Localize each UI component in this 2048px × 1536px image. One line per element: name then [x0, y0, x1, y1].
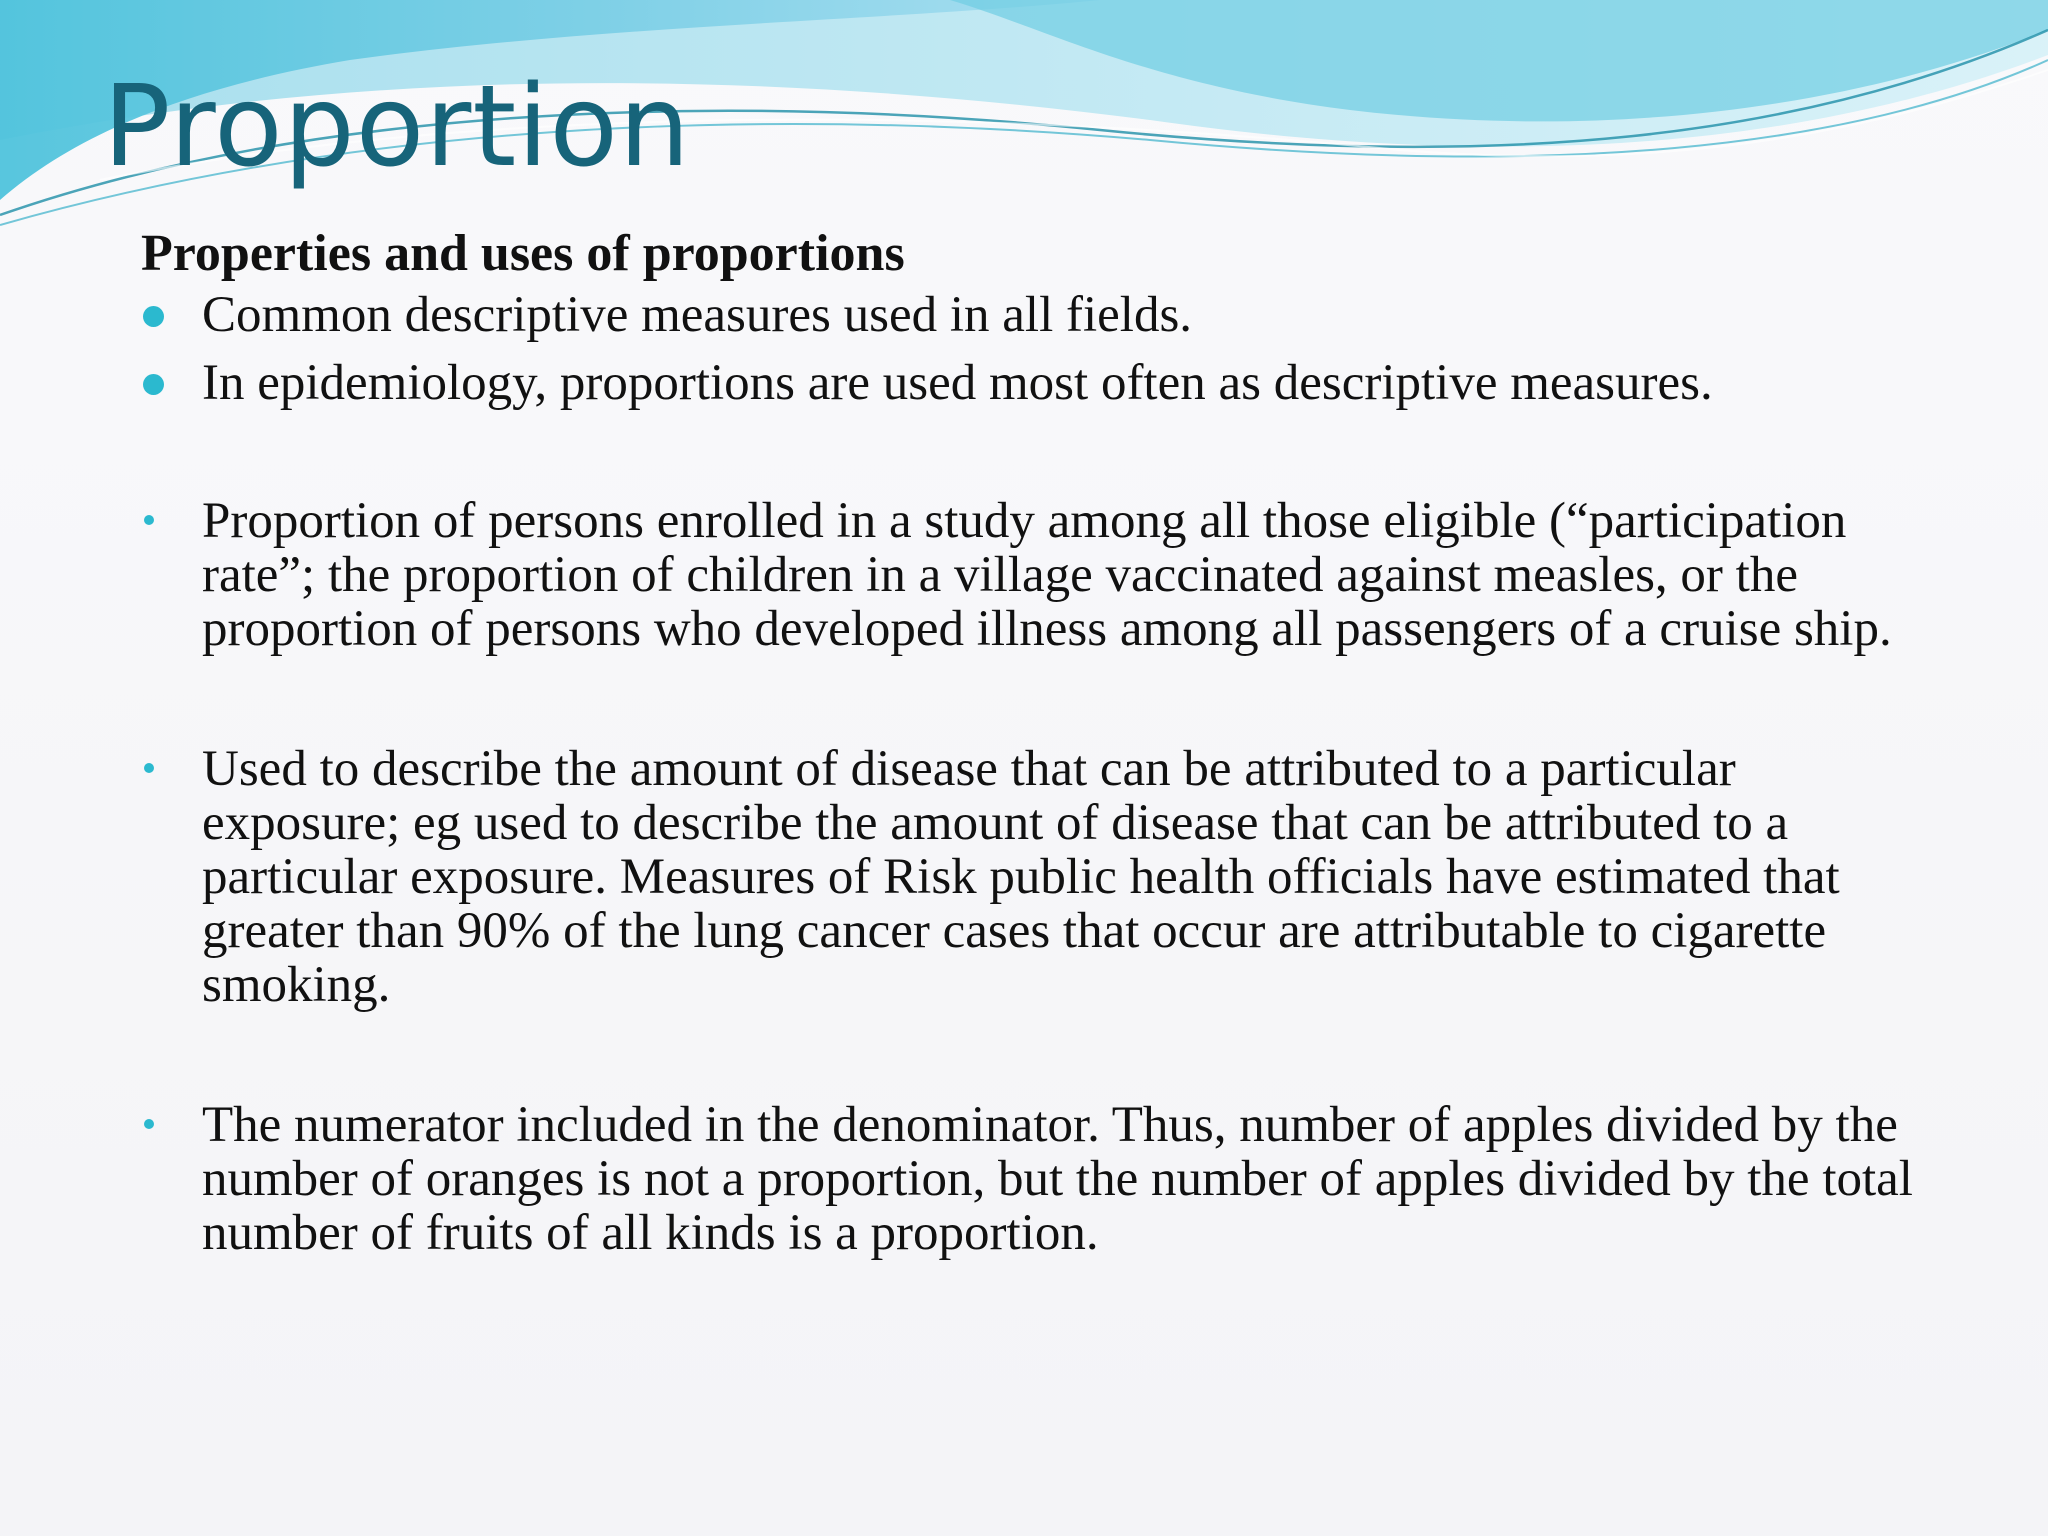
bullet-text: Common descriptive measures used in all fields. — [202, 287, 1193, 343]
bullet-text: Used to describe the amount of disease that can be attributed to a particular exposure; eg used to describe the amount of disease that can be attributed to a particular exposure. Measures of Risk public health officials have estimated that greater than 90% of the lung cancer cases that occur are attributable to cigarette smoking. — [202, 741, 1840, 1013]
bullet-item — [141, 1098, 1941, 1260]
bullet-text: The numerator included in the denominator. Thus, number of apples divided by the number of oranges is not a proportion, but the number of apples divided by the total number of fruits of all kinds is a proportion. — [202, 1097, 1913, 1261]
bullet-list — [141, 288, 1941, 1260]
bullet-text: Proportion of persons enrolled in a study among all those eligible (“participation rate”; the proportion of children in a village vaccinated against measles, or the proportion of persons who developed illness among all passengers of a cruise ship. — [202, 493, 1892, 657]
small-bullet-icon — [141, 494, 181, 548]
bullet-item — [141, 494, 1941, 656]
slide-title: Proportion — [103, 62, 691, 192]
round-bullet-icon — [141, 288, 181, 342]
bullet-item — [141, 742, 1941, 1012]
bullet-item — [141, 288, 1941, 342]
round-bullet-icon — [141, 356, 181, 410]
small-bullet-icon — [141, 1098, 181, 1152]
small-bullet-icon — [141, 742, 181, 796]
slide-content — [141, 222, 1941, 1260]
bullet-item — [141, 356, 1941, 410]
section-subheading: Properties and uses of proportions — [141, 225, 905, 282]
bullet-text: In epidemiology, proportions are used most often as descriptive measures. — [202, 355, 1713, 411]
